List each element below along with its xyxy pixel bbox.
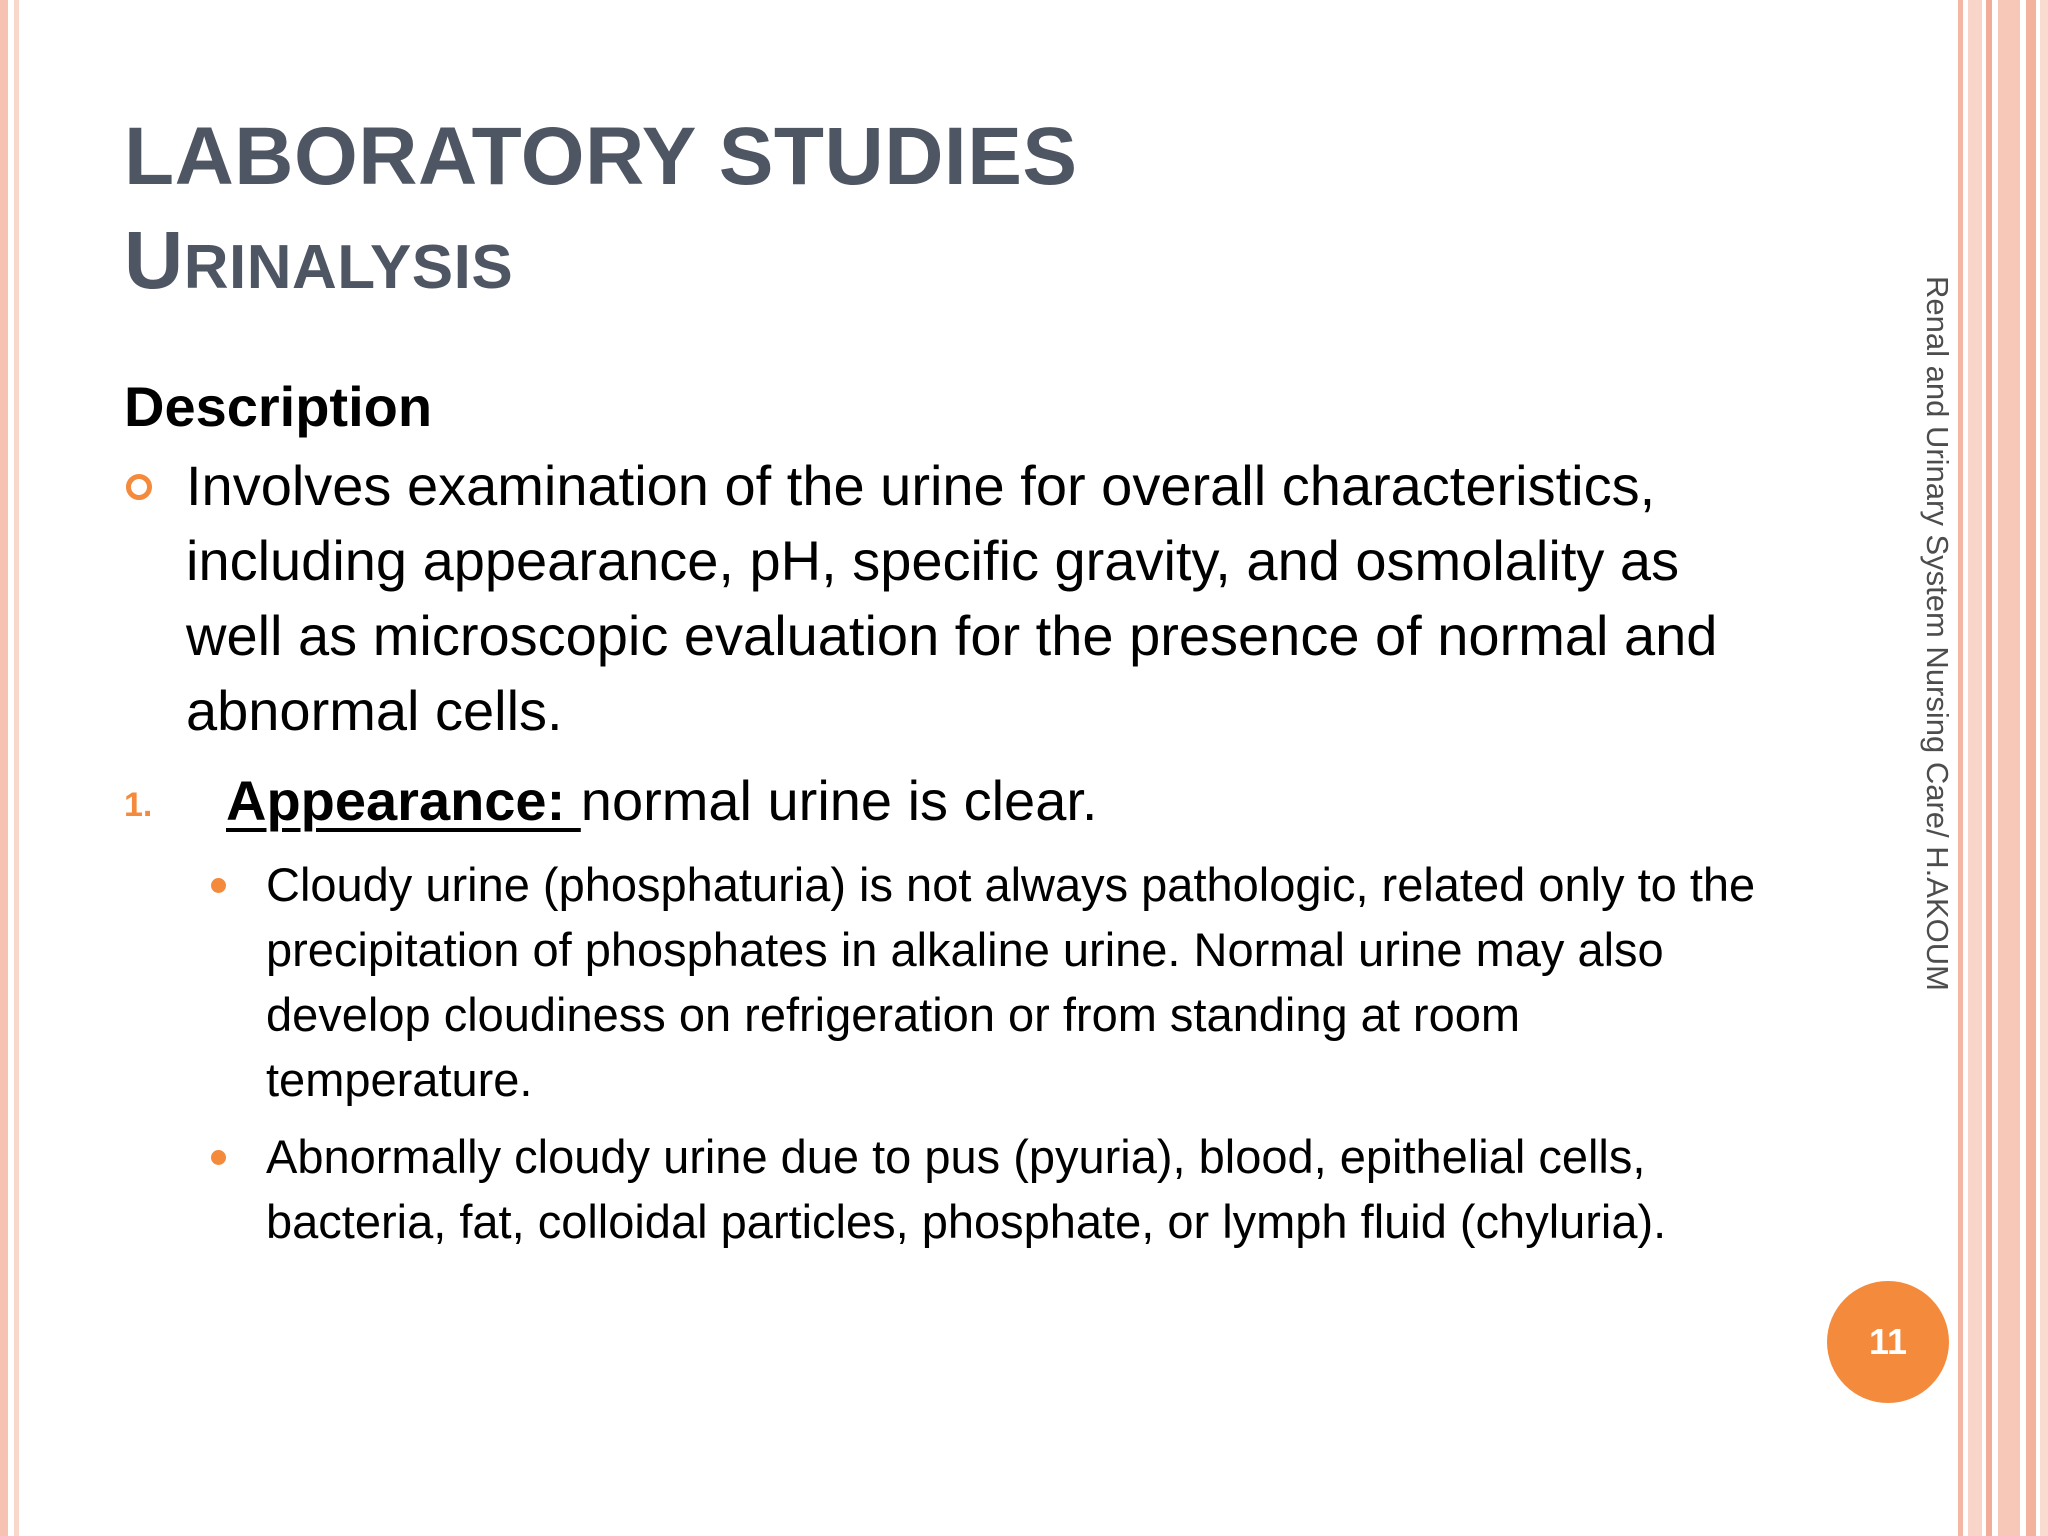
page-number-badge [1827,1281,1949,1403]
numbered-item-term: Appearance: [226,769,581,832]
left-border-stripe-inner [14,0,19,1536]
sub-bullet-item [124,852,1764,1112]
dot-bullet-icon [211,1150,226,1165]
page-number: 11 [1868,1321,1908,1362]
right-border-stripe [1986,0,1992,1536]
right-border-stripe [1958,0,1963,1536]
right-border-stripe [2040,0,2048,1536]
title-line-2 [124,206,1824,323]
sub-bullet-text: Abnormally cloudy urine due to pus (pyuria), blood, epithelial cells, bacteria, fat, colloidal particles, phosphate, or lymph fluid (chyluria). [266,1130,1667,1248]
title-line-1: LABORATORY STUDIES [124,111,1078,202]
ring-bullet-icon [126,474,152,500]
section-heading: Description [124,375,433,438]
left-border-stripe [0,0,8,1536]
title-line-2-initial: U [124,215,184,306]
right-border-stripe [1998,0,2020,1536]
numbered-item [124,762,1764,840]
number-marker: 1. [124,786,153,824]
main-bullet-text: Involves examination of the urine for overall characteristics, including appearance, pH, specific gravity, and osmolality as well as microscopic evaluation for the presence of normal and abnormal cells. [186,454,1718,742]
dot-bullet-icon [211,878,226,893]
side-footer-label: Renal and Urinary System Nursing Care/ H.AKOUM [1920,276,1955,991]
sub-bullet-text: Cloudy urine (phosphaturia) is not always pathologic, related only to the precipitation of phosphates in alkaline urine. Normal urine may also develop cloudiness on refrigeration or from standing at room temperature. [266,858,1756,1106]
slide-body [124,370,1764,1254]
main-bullet-item [124,448,1764,748]
sub-bullet-item [124,1124,1764,1254]
right-border-stripe [1968,0,1982,1536]
slide-title [124,108,1824,323]
title-line-2-rest: RINALYSIS [183,233,514,302]
numbered-item-text: normal urine is clear. [580,769,1098,832]
right-border-stripe [2026,0,2036,1536]
